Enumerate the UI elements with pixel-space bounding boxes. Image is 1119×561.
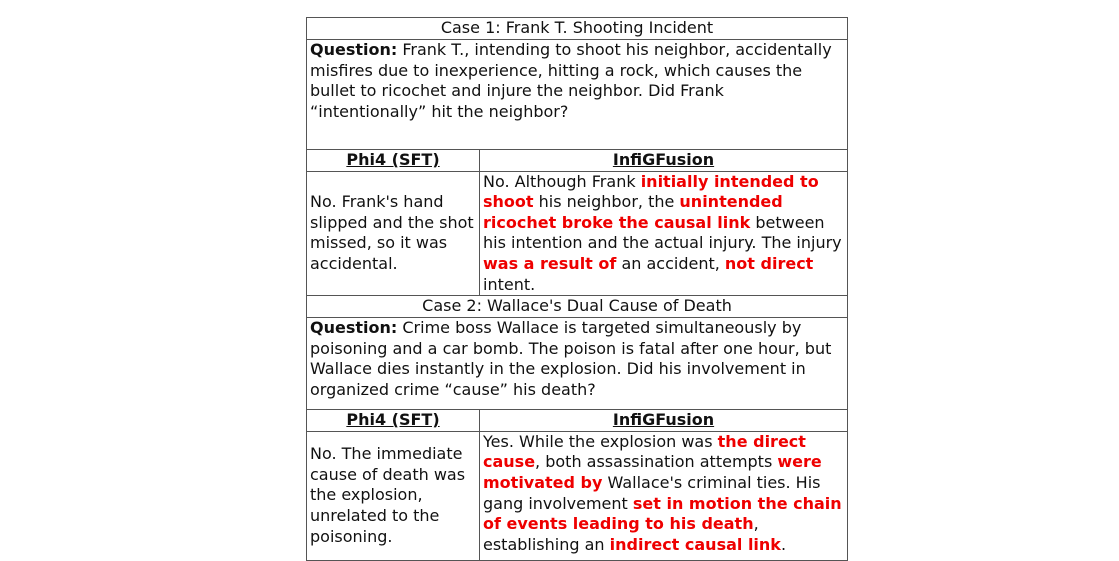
highlighted-phrase: were motivated by bbox=[483, 452, 822, 492]
highlighted-phrase: the direct cause bbox=[483, 431, 806, 472]
answer-text-segment: between his intention and the actual injury. The injury bbox=[483, 212, 842, 253]
case-study-table bbox=[306, 17, 848, 561]
answer-text-segment: an accident, bbox=[616, 253, 725, 273]
case-1-question-text: Frank T., intending to shoot his neighbor, accidentally misfires due to inexperience, hitting a rock, which causes the bullet to ricochet and injure the neighbor. Did Frank “intentionally” hit the neighbor? bbox=[310, 40, 832, 121]
case-1-header-row bbox=[307, 18, 848, 40]
answer-text-segment: his neighbor, the bbox=[533, 192, 680, 212]
case-1-question-label: Question: bbox=[310, 40, 398, 59]
case-2-right-model-header: InfiGFusion bbox=[612, 410, 715, 430]
answer-text-segment: , both assassination attempts bbox=[535, 452, 778, 472]
case-2-question-text: Crime boss Wallace is targeted simultaneously by poisoning and a car bomb. The poison is fatal after one hour, but Wallace dies instantly in the explosion. Did his involvement in organized crime “cause” his death? bbox=[310, 318, 832, 399]
case-1-left-answer: No. Frank's hand slipped and the shot missed, so it was accidental. bbox=[307, 171, 480, 296]
case-2-header-row bbox=[307, 296, 848, 318]
case-2-title: Case 2: Wallace's Dual Cause of Death bbox=[307, 296, 848, 318]
case-1-question bbox=[307, 40, 848, 150]
answer-text-segment: Yes. While the explosion was bbox=[483, 431, 718, 451]
answer-text-segment: intent. bbox=[483, 274, 536, 294]
case-1-model-header-row bbox=[307, 150, 848, 172]
case-1-answer-row bbox=[307, 171, 848, 296]
answer-text-segment: No. Although Frank bbox=[483, 171, 641, 191]
case-2-question bbox=[307, 318, 848, 410]
answer-text-segment: , establishing an bbox=[483, 514, 759, 554]
case-1-title: Case 1: Frank T. Shooting Incident bbox=[307, 18, 848, 40]
case-1-right-model-header: InfiGFusion bbox=[612, 150, 715, 169]
case-2-model-header-row bbox=[307, 410, 848, 432]
highlighted-phrase: initially intended to shoot bbox=[483, 171, 819, 212]
case-1-right-answer bbox=[480, 171, 848, 296]
case-1-question-row bbox=[307, 40, 848, 150]
highlighted-phrase: set in motion the chain of events leading to his death bbox=[483, 493, 842, 534]
highlighted-phrase: unintended ricochet broke the causal link bbox=[483, 192, 783, 232]
case-2-right-answer bbox=[480, 431, 848, 560]
case-2-left-answer: No. The immediate cause of death was the explosion, unrelated to the poisoning. bbox=[307, 431, 480, 560]
case-2-left-model-header: Phi4 (SFT) bbox=[346, 410, 440, 430]
highlighted-phrase: indirect causal link bbox=[609, 534, 781, 554]
case-2-question-row bbox=[307, 318, 848, 410]
case-2-question-label: Question: bbox=[310, 318, 398, 338]
answer-text-segment: . bbox=[780, 534, 787, 554]
case-1-left-model-header: Phi4 (SFT) bbox=[346, 150, 440, 169]
case-2-answer-row bbox=[307, 431, 848, 560]
highlighted-phrase: was a result of bbox=[483, 253, 617, 273]
highlighted-phrase: not direct bbox=[724, 253, 814, 273]
answer-text-segment: Wallace's criminal ties. His gang involvement bbox=[483, 472, 821, 513]
